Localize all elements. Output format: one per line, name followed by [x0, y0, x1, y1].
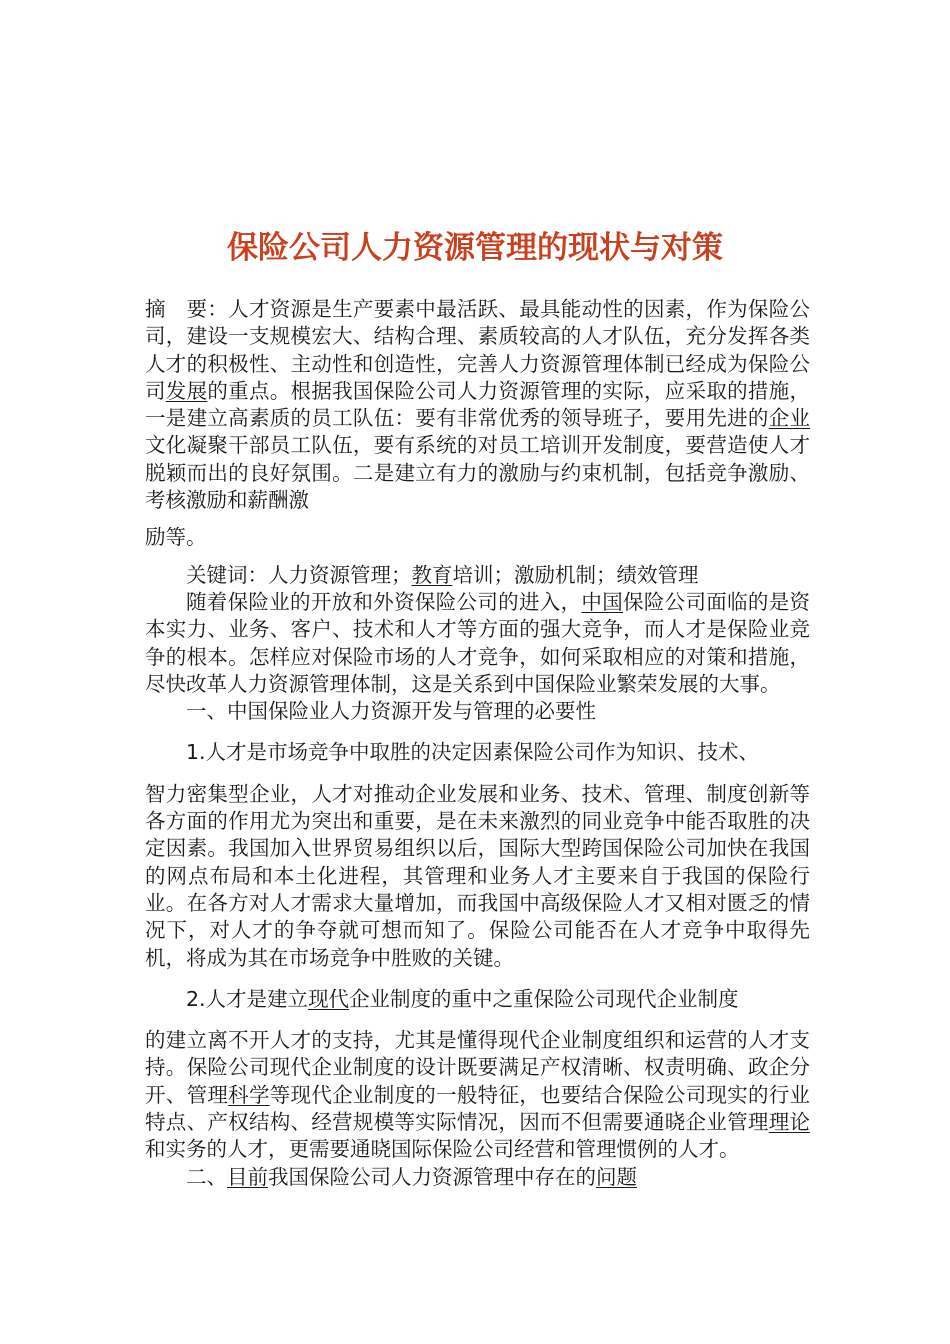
link-muqian[interactable]: 目前 — [227, 1164, 268, 1189]
link-wenti[interactable]: 问题 — [596, 1164, 637, 1189]
point2-body-text: 等现代企业制度的一般特征，也要结合保险公司现实的行业特点、产权结构、经营规模等实际情况，因而不但需要通晓企业管理 — [145, 1082, 811, 1135]
section1-heading: 一、中国保险业人力资源开发与管理的必要性 — [186, 699, 596, 724]
point2-body-text: 的建立离不开人才的支持，尤其是懂得现代企业制度组织和运营的人才支持。保险公司现代企业制度的设计既要满足产权清晰、权责明确、政企分开、管理 — [145, 1028, 810, 1107]
intro-text: 随着保险业的开放和外资保险公司的进入， — [186, 589, 582, 614]
section2-heading-text: 我国保险公司人力资源管理中存在的 — [268, 1164, 596, 1189]
link-kexue[interactable]: 科学 — [228, 1082, 270, 1107]
point1-heading: 1.人才是市场竞争中取胜的决定因素保险公司作为知识、技术、 — [186, 740, 760, 765]
keywords-suffix: 培训；激励机制；绩效管理 — [452, 562, 699, 587]
link-fazhan[interactable]: 发展 — [165, 378, 208, 403]
intro-text: 保险公司面临的是资本实力、业务、客户、技术和人才等方面的强大竞争，而人才是保险业竞争的根本。怎样应对保险市场的人才竞争，如何采取相应的对策和措施，尽快改革人力资源管理体制，这是关系到中国保险业繁荣发展的大事。 — [145, 589, 811, 696]
intro-paragraph — [145, 589, 810, 698]
document-body — [145, 296, 810, 1191]
keywords-prefix: 关键词：人力资源管理； — [186, 562, 412, 587]
point2-body-text: 和实务的人才，更需要通晓国际保险公司经营和管理惯例的人才。 — [145, 1137, 740, 1162]
point2-heading-text: 2.人才是建立 — [186, 986, 309, 1011]
document-title: 保险公司人力资源管理的现状与对策 — [227, 230, 723, 266]
section2-heading — [145, 1164, 810, 1191]
abstract-paragraph — [145, 296, 810, 514]
point2-body — [145, 1027, 810, 1163]
abstract-text: 的重点。根据我国保险公司人力资源管理的实际，应采取的措施，一是建立高素质的员工队伍：要有非常优秀的领导班子，要用先进的 — [145, 378, 811, 431]
link-jiaoyu[interactable]: 教育 — [411, 562, 453, 587]
section2-heading-text: 二、 — [186, 1164, 227, 1189]
link-lilun[interactable]: 理论 — [768, 1110, 811, 1135]
point1-body: 智力密集型企业，人才对推动企业发展和业务、技术、管理、制度创新等各方面的作用尤为突出和重要，是在未来激烈的同业竞争中能否取胜的决定因素。我国加入世界贸易组织以后，国际大型跨国保险公司加快在我国的网点布局和本土化进程，其管理和业务人才主要来自于我国的保险行业。在各方对人才需求大量增加，而我国中高级保险人才又相对匮乏的情况下，对人才的争夺就可想而知了。保险公司能否在人才竞争中取得先机，将成为其在市场竞争中胜败的关键。 — [145, 781, 810, 970]
keywords-line — [145, 562, 810, 589]
link-qiye[interactable]: 企业 — [768, 406, 811, 431]
point2-heading-text: 企业制度的重中之重保险公司现代企业制度 — [349, 986, 739, 1011]
abstract-tail: 励等。 — [145, 525, 207, 550]
point2-heading — [145, 986, 810, 1013]
link-zhongguo[interactable]: 中国 — [581, 589, 624, 614]
link-xiandai[interactable]: 现代 — [308, 986, 350, 1011]
abstract-text: 文化凝聚干部员工队伍，要有系统的对员工培训开发制度，要营造使人才脱颖而出的良好氛围。二是建立有力的激励与约束机制，包括竞争激励、考核激励和薪酬激 — [145, 433, 810, 513]
abstract-text: 摘 要：人才资源是生产要素中最活跃、最具能动性的因素，作为保险公司，建设一支规模宏大、结构合理、素质较高的人才队伍，充分发挥各类人才的积极性、主动性和创造性，完善人力资源管理体制已经成为保险公司 — [145, 297, 810, 403]
